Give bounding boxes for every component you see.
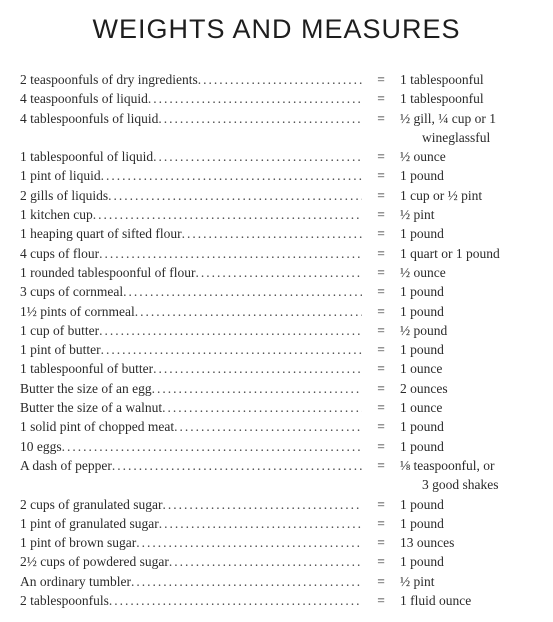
table-row: [20, 224, 540, 243]
table-row: [20, 109, 540, 148]
equals-sign: =: [377, 554, 385, 570]
leader-dots: [153, 359, 362, 378]
measure-quantity-text: 2 teaspoonfuls of dry ingredients: [20, 72, 198, 87]
leader-dots: [62, 437, 362, 456]
measure-equivalent-continuation: wineglassful: [422, 129, 491, 145]
measure-quantity: [20, 302, 362, 321]
equals-sign: =: [377, 496, 385, 512]
measure-quantity-text: 10 eggs: [20, 438, 62, 454]
table-row: [20, 186, 540, 205]
table-row: [20, 70, 540, 89]
measure-quantity-text: 1½ pints of cornmeal: [20, 303, 135, 319]
measure-equivalent: [400, 321, 540, 340]
measure-quantity-text: Butter the size of an egg: [20, 380, 152, 396]
equals-sign: =: [377, 187, 385, 203]
measure-equivalent: [400, 186, 540, 205]
measure-quantity: [20, 282, 362, 301]
measure-quantity-text: 1 pint of granulated sugar: [20, 515, 159, 531]
table-row: [20, 282, 540, 301]
equals-sign: =: [377, 226, 385, 242]
table-row: [20, 572, 540, 591]
table-row: [20, 205, 540, 224]
table-row: [20, 398, 540, 417]
measure-quantity-text: 2 gills of liquids: [20, 187, 109, 203]
equals-sign: =: [377, 380, 385, 396]
equals-sign: =: [377, 149, 385, 165]
measure-quantity-text: 2 cups of granulated sugar: [20, 496, 163, 512]
equals-sign: =: [377, 168, 385, 184]
measure-equivalent: [400, 109, 540, 148]
measure-equivalent-text: 1 pound: [400, 303, 444, 319]
measure-quantity-text: An ordinary tumbler: [20, 573, 131, 589]
measure-equivalent-text: 1 pound: [400, 496, 444, 512]
table-row: [20, 552, 540, 571]
measure-equivalent: [400, 224, 540, 243]
measure-equivalent: [400, 89, 540, 108]
leader-dots: [162, 398, 362, 417]
table-row: [20, 379, 540, 398]
measure-quantity-text: A dash of pepper: [20, 457, 112, 473]
measure-equivalent: [400, 263, 540, 282]
measure-equivalent-text: 1 ounce: [400, 361, 443, 377]
equals-sign: =: [377, 91, 385, 107]
measure-quantity-text: 2 tablespoonfuls: [20, 593, 109, 609]
measure-equivalent-text: 1 cup or ½ pint: [400, 187, 483, 203]
measure-equivalent: [400, 70, 540, 89]
measure-quantity: [20, 205, 362, 224]
page-title: WEIGHTS AND MEASURES: [92, 14, 461, 44]
table-row: [20, 591, 540, 610]
leader-dots: [158, 109, 362, 128]
measure-quantity: [20, 321, 362, 340]
table-row: [20, 321, 540, 340]
leader-dots: [99, 321, 362, 340]
measure-quantity: [20, 244, 362, 263]
leader-dots: [152, 379, 362, 398]
measure-equivalent-text: 1 ounce: [400, 400, 443, 416]
equals-sign: =: [377, 264, 385, 280]
measure-equivalent-text: 13 ounces: [400, 535, 455, 551]
measure-equivalent-text: 1 pound: [400, 554, 444, 570]
measure-quantity-text: 1 cup of butter: [20, 322, 100, 338]
table-row: [20, 244, 540, 263]
leader-dots: [174, 417, 362, 436]
measure-equivalent-text: 2 ounces: [400, 380, 448, 396]
equals-sign: =: [377, 303, 385, 319]
measure-equivalent: [400, 514, 540, 533]
table-row: [20, 495, 540, 514]
measure-quantity: [20, 340, 362, 359]
leader-dots: [169, 552, 362, 571]
measure-equivalent-text: ½ gill, ¼ cup or 1: [400, 110, 496, 126]
table-row: [20, 417, 540, 436]
measure-quantity-text: 1 heaping quart of sifted flour: [20, 226, 182, 242]
table-row: [20, 533, 540, 552]
measure-quantity: [20, 533, 362, 552]
equals-sign: =: [377, 515, 385, 531]
measure-equivalent-text: 1 fluid ounce: [400, 593, 472, 609]
table-row: [20, 437, 540, 456]
leader-dots: [136, 533, 362, 552]
measure-quantity-text: 1 kitchen cup: [20, 207, 93, 223]
measure-equivalent-text: ½ pound: [400, 322, 448, 338]
measure-equivalent-text: 1 pound: [400, 342, 444, 358]
equals-sign: =: [377, 361, 385, 377]
measure-quantity: [20, 437, 362, 456]
measure-equivalent: [400, 398, 540, 417]
table-row: [20, 166, 540, 185]
equals-sign: =: [377, 342, 385, 358]
measure-quantity: [20, 417, 362, 436]
measure-equivalent-text: ½ ounce: [400, 149, 446, 165]
equals-sign: =: [377, 322, 385, 338]
measures-table: [20, 70, 540, 610]
measure-quantity: [20, 398, 362, 417]
measure-equivalent: [400, 147, 540, 166]
measure-equivalent-text: 1 tablespoonful: [400, 72, 484, 87]
measure-quantity: [20, 166, 362, 185]
measure-quantity-text: 1 solid pint of chopped meat: [20, 419, 175, 435]
measure-equivalent: [400, 552, 540, 571]
leader-dots: [148, 89, 362, 108]
measure-equivalent-text: ⅛ teaspoonful, or: [400, 457, 495, 473]
table-row: [20, 263, 540, 282]
measure-quantity: [20, 552, 362, 571]
measure-quantity-text: 1 tablespoonful of liquid: [20, 149, 154, 165]
leader-dots: [162, 495, 362, 514]
measure-quantity: [20, 591, 362, 610]
leader-dots: [123, 282, 362, 301]
measure-equivalent: [400, 282, 540, 301]
measure-equivalent: [400, 417, 540, 436]
measure-equivalent: [400, 340, 540, 359]
measure-quantity: [20, 109, 362, 128]
measure-equivalent: [400, 359, 540, 378]
measure-quantity-text: 2½ cups of powdered sugar: [20, 554, 169, 570]
leader-dots: [195, 263, 362, 282]
table-row: [20, 456, 540, 495]
equals-sign: =: [377, 438, 385, 454]
measure-quantity: [20, 186, 362, 205]
measure-equivalent-text: 1 quart or 1 pound: [400, 245, 500, 261]
measure-equivalent-text: 1 pound: [400, 419, 444, 435]
equals-sign: =: [377, 573, 385, 589]
equals-sign: =: [377, 593, 385, 609]
measure-equivalent-text: 1 tablespoonful: [400, 91, 484, 107]
table-row: [20, 89, 540, 108]
measure-quantity-text: 3 cups of cornmeal: [20, 284, 124, 300]
measure-quantity: [20, 495, 362, 514]
measure-equivalent-continuation: 3 good shakes: [422, 477, 499, 493]
leader-dots: [108, 186, 362, 205]
measure-quantity: [20, 572, 362, 591]
leader-dots: [153, 147, 362, 166]
leader-dots: [99, 244, 362, 263]
leader-dots: [109, 591, 362, 610]
measure-equivalent-text: 1 pound: [400, 515, 444, 531]
table-row: [20, 147, 540, 166]
leader-dots: [131, 572, 362, 591]
measure-equivalent: [400, 379, 540, 398]
equals-sign: =: [377, 535, 385, 551]
leader-dots: [182, 224, 362, 243]
measure-quantity: [20, 89, 362, 108]
measure-equivalent: [400, 572, 540, 591]
measure-equivalent-text: ½ pint: [400, 207, 435, 223]
measure-quantity-text: 1 tablespoonful of butter: [20, 361, 154, 377]
table-row: [20, 514, 540, 533]
measure-equivalent-text: 1 pound: [400, 438, 444, 454]
equals-sign: =: [377, 419, 385, 435]
measure-quantity: [20, 514, 362, 533]
measure-quantity: [20, 224, 362, 243]
leader-dots: [112, 456, 362, 475]
measure-equivalent: [400, 495, 540, 514]
measure-quantity-text: 1 pint of butter: [20, 342, 101, 358]
measure-quantity: [20, 263, 362, 282]
table-row: [20, 302, 540, 321]
measure-quantity-text: Butter the size of a walnut: [20, 400, 163, 416]
measure-quantity: [20, 456, 362, 475]
measure-equivalent: [400, 437, 540, 456]
measure-equivalent-text: 1 pound: [400, 284, 444, 300]
leader-dots: [198, 70, 362, 89]
measure-quantity: [20, 359, 362, 378]
leader-dots: [135, 302, 362, 321]
measure-quantity-text: 4 cups of flour: [20, 245, 100, 261]
leader-dots: [101, 166, 362, 185]
equals-sign: =: [377, 457, 385, 473]
measure-quantity: [20, 147, 362, 166]
measure-quantity: [20, 379, 362, 398]
measure-equivalent-text: 1 pound: [400, 226, 444, 242]
measure-quantity-text: 1 pint of liquid: [20, 168, 101, 184]
measure-quantity-text: 1 pint of brown sugar: [20, 535, 137, 551]
measure-equivalent-text: 1 pound: [400, 168, 444, 184]
measure-equivalent: [400, 302, 540, 321]
measure-equivalent: [400, 244, 540, 263]
measure-quantity: [20, 70, 362, 89]
measure-equivalent: [400, 591, 540, 610]
measure-equivalent: [400, 166, 540, 185]
measure-equivalent: [400, 533, 540, 552]
equals-sign: =: [377, 72, 385, 87]
measure-equivalent-text: ½ ounce: [400, 264, 446, 280]
measure-equivalent: [400, 205, 540, 224]
equals-sign: =: [377, 284, 385, 300]
measure-quantity-text: 1 rounded tablespoonful of flour: [20, 264, 196, 280]
table-row: [20, 359, 540, 378]
measure-equivalent: [400, 456, 540, 495]
measure-equivalent-text: ½ pint: [400, 573, 435, 589]
equals-sign: =: [377, 400, 385, 416]
leader-dots: [159, 514, 362, 533]
equals-sign: =: [377, 207, 385, 223]
leader-dots: [93, 205, 362, 224]
measure-quantity-text: 4 tablespoonfuls of liquid: [20, 110, 159, 126]
leader-dots: [101, 340, 362, 359]
equals-sign: =: [377, 245, 385, 261]
table-row: [20, 340, 540, 359]
measure-quantity-text: 4 teaspoonfuls of liquid: [20, 91, 148, 107]
equals-sign: =: [377, 110, 385, 126]
